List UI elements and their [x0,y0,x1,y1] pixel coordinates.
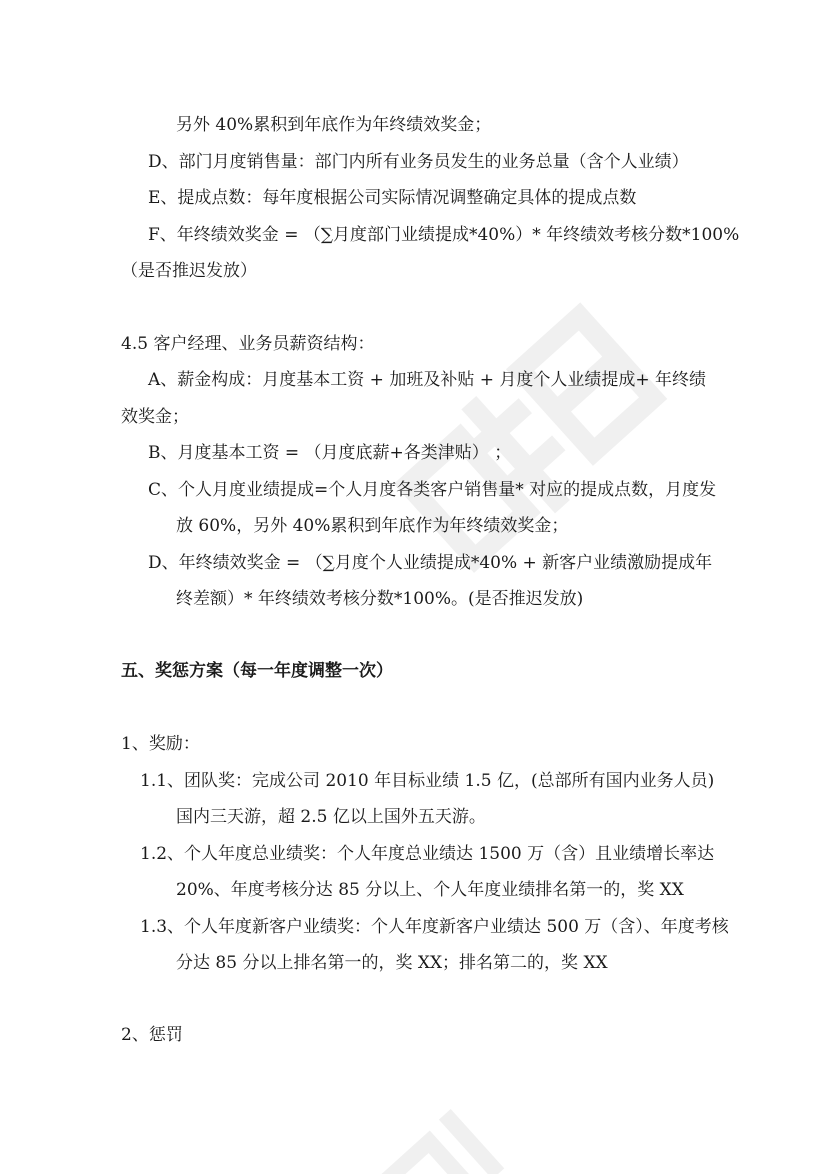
reward-1-1-cont: 国内三天游，超 2.5 亿以上国外五天游。 [176,807,486,827]
reward-1-3: 1.3、个人年度新客户业绩奖：个人年度新客户业绩达 500 万（含）、年度考核 [140,917,729,937]
reward-title: 1、奖励： [121,734,200,754]
s45-item-b: B、月度基本工资 = （月度底薪+各类津贴） ； [148,443,512,463]
s45-item-a: A、薪金构成：月度基本工资 + 加班及补贴 + 月度个人业绩提成+ 年终绩 [148,370,707,390]
s45-item-c: C、个人月度业绩提成=个人月度各类客户销售量* 对应的提成点数，月度发 [148,480,717,500]
reward-1-2: 1.2、个人年度总业绩奖：个人年度总业绩达 1500 万（含）且业绩增长率达 [140,844,715,864]
s45-item-a-cont: 效奖金； [121,407,189,427]
section-5-heading: 五、奖惩方案（每一年度调整一次） [121,661,393,681]
watermark-icon [380,270,710,600]
s45-item-d: D、年终绩效奖金 = （∑月度个人业绩提成*40% + 新客户业绩激励提成年 [148,553,713,573]
reward-1-1: 1.1、团队奖：完成公司 2010 年目标业绩 1.5 亿，(总部所有国内业务人员) [140,771,715,791]
s44-item-f-cont: （是否推迟发放） [121,261,257,281]
reward-1-3-cont: 分达 85 分以上排名第一的，奖 XX；排名第二的，奖 XX [176,953,608,973]
s44-item-d: D、部门月度销售量：部门内所有业务员发生的业务总量（含个人业绩） [148,152,689,172]
s44-item-f: F、年终绩效奖金 = （∑月度部门业绩提成*40%）* 年终绩效考核分数*100% [148,225,740,245]
reward-1-2-cont: 20%、年度考核分达 85 分以上、个人年度业绩排名第一的，奖 XX [176,880,684,900]
section-4-5-title: 4.5 客户经理、业务员薪资结构： [121,334,375,354]
s45-item-c-cont: 放 60%，另外 40%累积到年底作为年终绩效奖金； [176,516,569,536]
penalty-title: 2、惩罚 [121,1025,183,1045]
s44-c-tail: 另外 40%累积到年底作为年终绩效奖金； [176,115,492,135]
watermark-bottom-icon [360,1090,540,1174]
s45-item-d-cont: 终差额）* 年终绩效考核分数*100%。(是否推迟发放) [176,589,584,609]
s44-item-e: E、提成点数：每年度根据公司实际情况调整确定具体的提成点数 [148,188,637,208]
